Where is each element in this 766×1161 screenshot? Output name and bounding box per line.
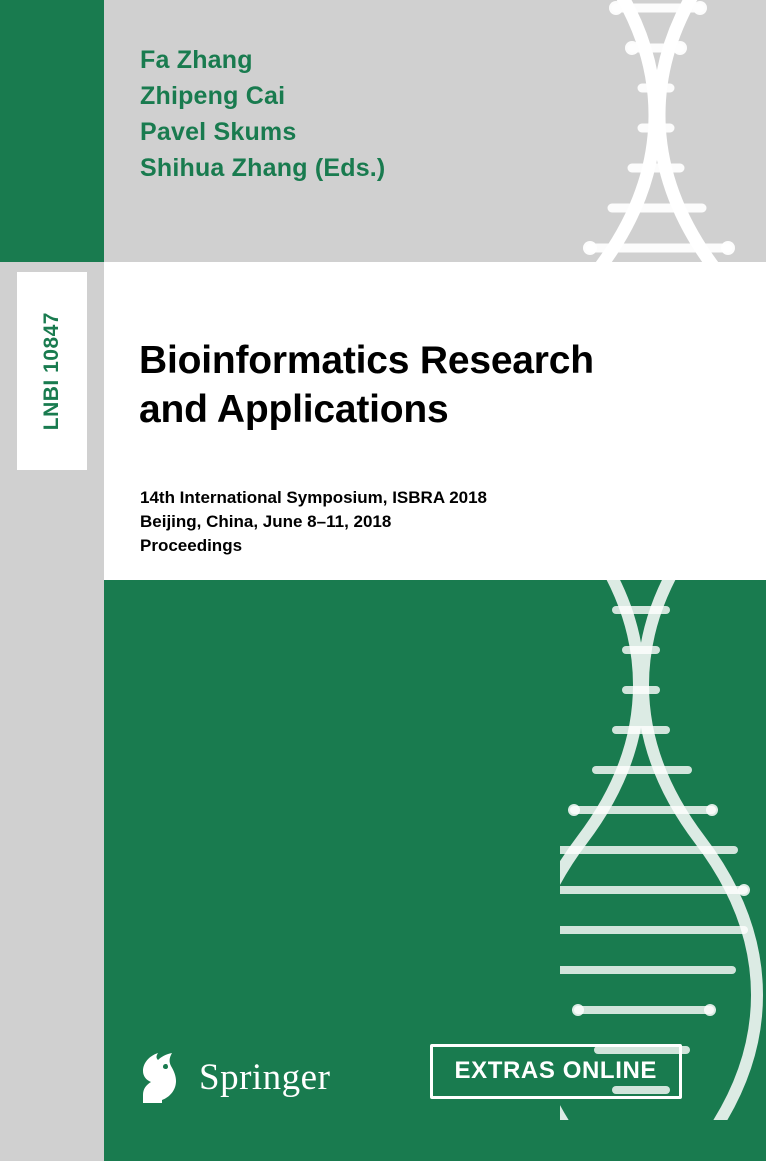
springer-wordmark: Springer <box>199 1056 331 1098</box>
extras-online-label: EXTRAS ONLINE <box>454 1057 657 1084</box>
editor-name: Zhipeng Cai <box>140 82 286 110</box>
editor-name: Fa Zhang <box>140 46 253 74</box>
springer-logo <box>133 1049 330 1105</box>
book-subtitle <box>140 486 740 558</box>
title-line: Bioinformatics Research <box>139 339 594 382</box>
series-spine-label <box>17 272 87 470</box>
springer-knight-icon <box>133 1049 185 1105</box>
book-title <box>139 336 739 434</box>
editor-name: Shihua Zhang (Eds.) <box>140 154 386 182</box>
editors-list <box>140 42 660 186</box>
title-line: and Applications <box>139 388 449 431</box>
subtitle-line: Beijing, China, June 8–11, 2018 <box>140 512 392 531</box>
editor-name: Pavel Skums <box>140 118 297 146</box>
subtitle-line: 14th International Symposium, ISBRA 2018 <box>140 488 488 507</box>
top-left-green-block <box>0 0 104 262</box>
subtitle-line: Proceedings <box>140 536 243 555</box>
bottom-left-grey-band <box>0 580 104 1161</box>
series-spine-text: LNBI 10847 <box>40 311 63 431</box>
extras-online-badge <box>430 1044 682 1099</box>
